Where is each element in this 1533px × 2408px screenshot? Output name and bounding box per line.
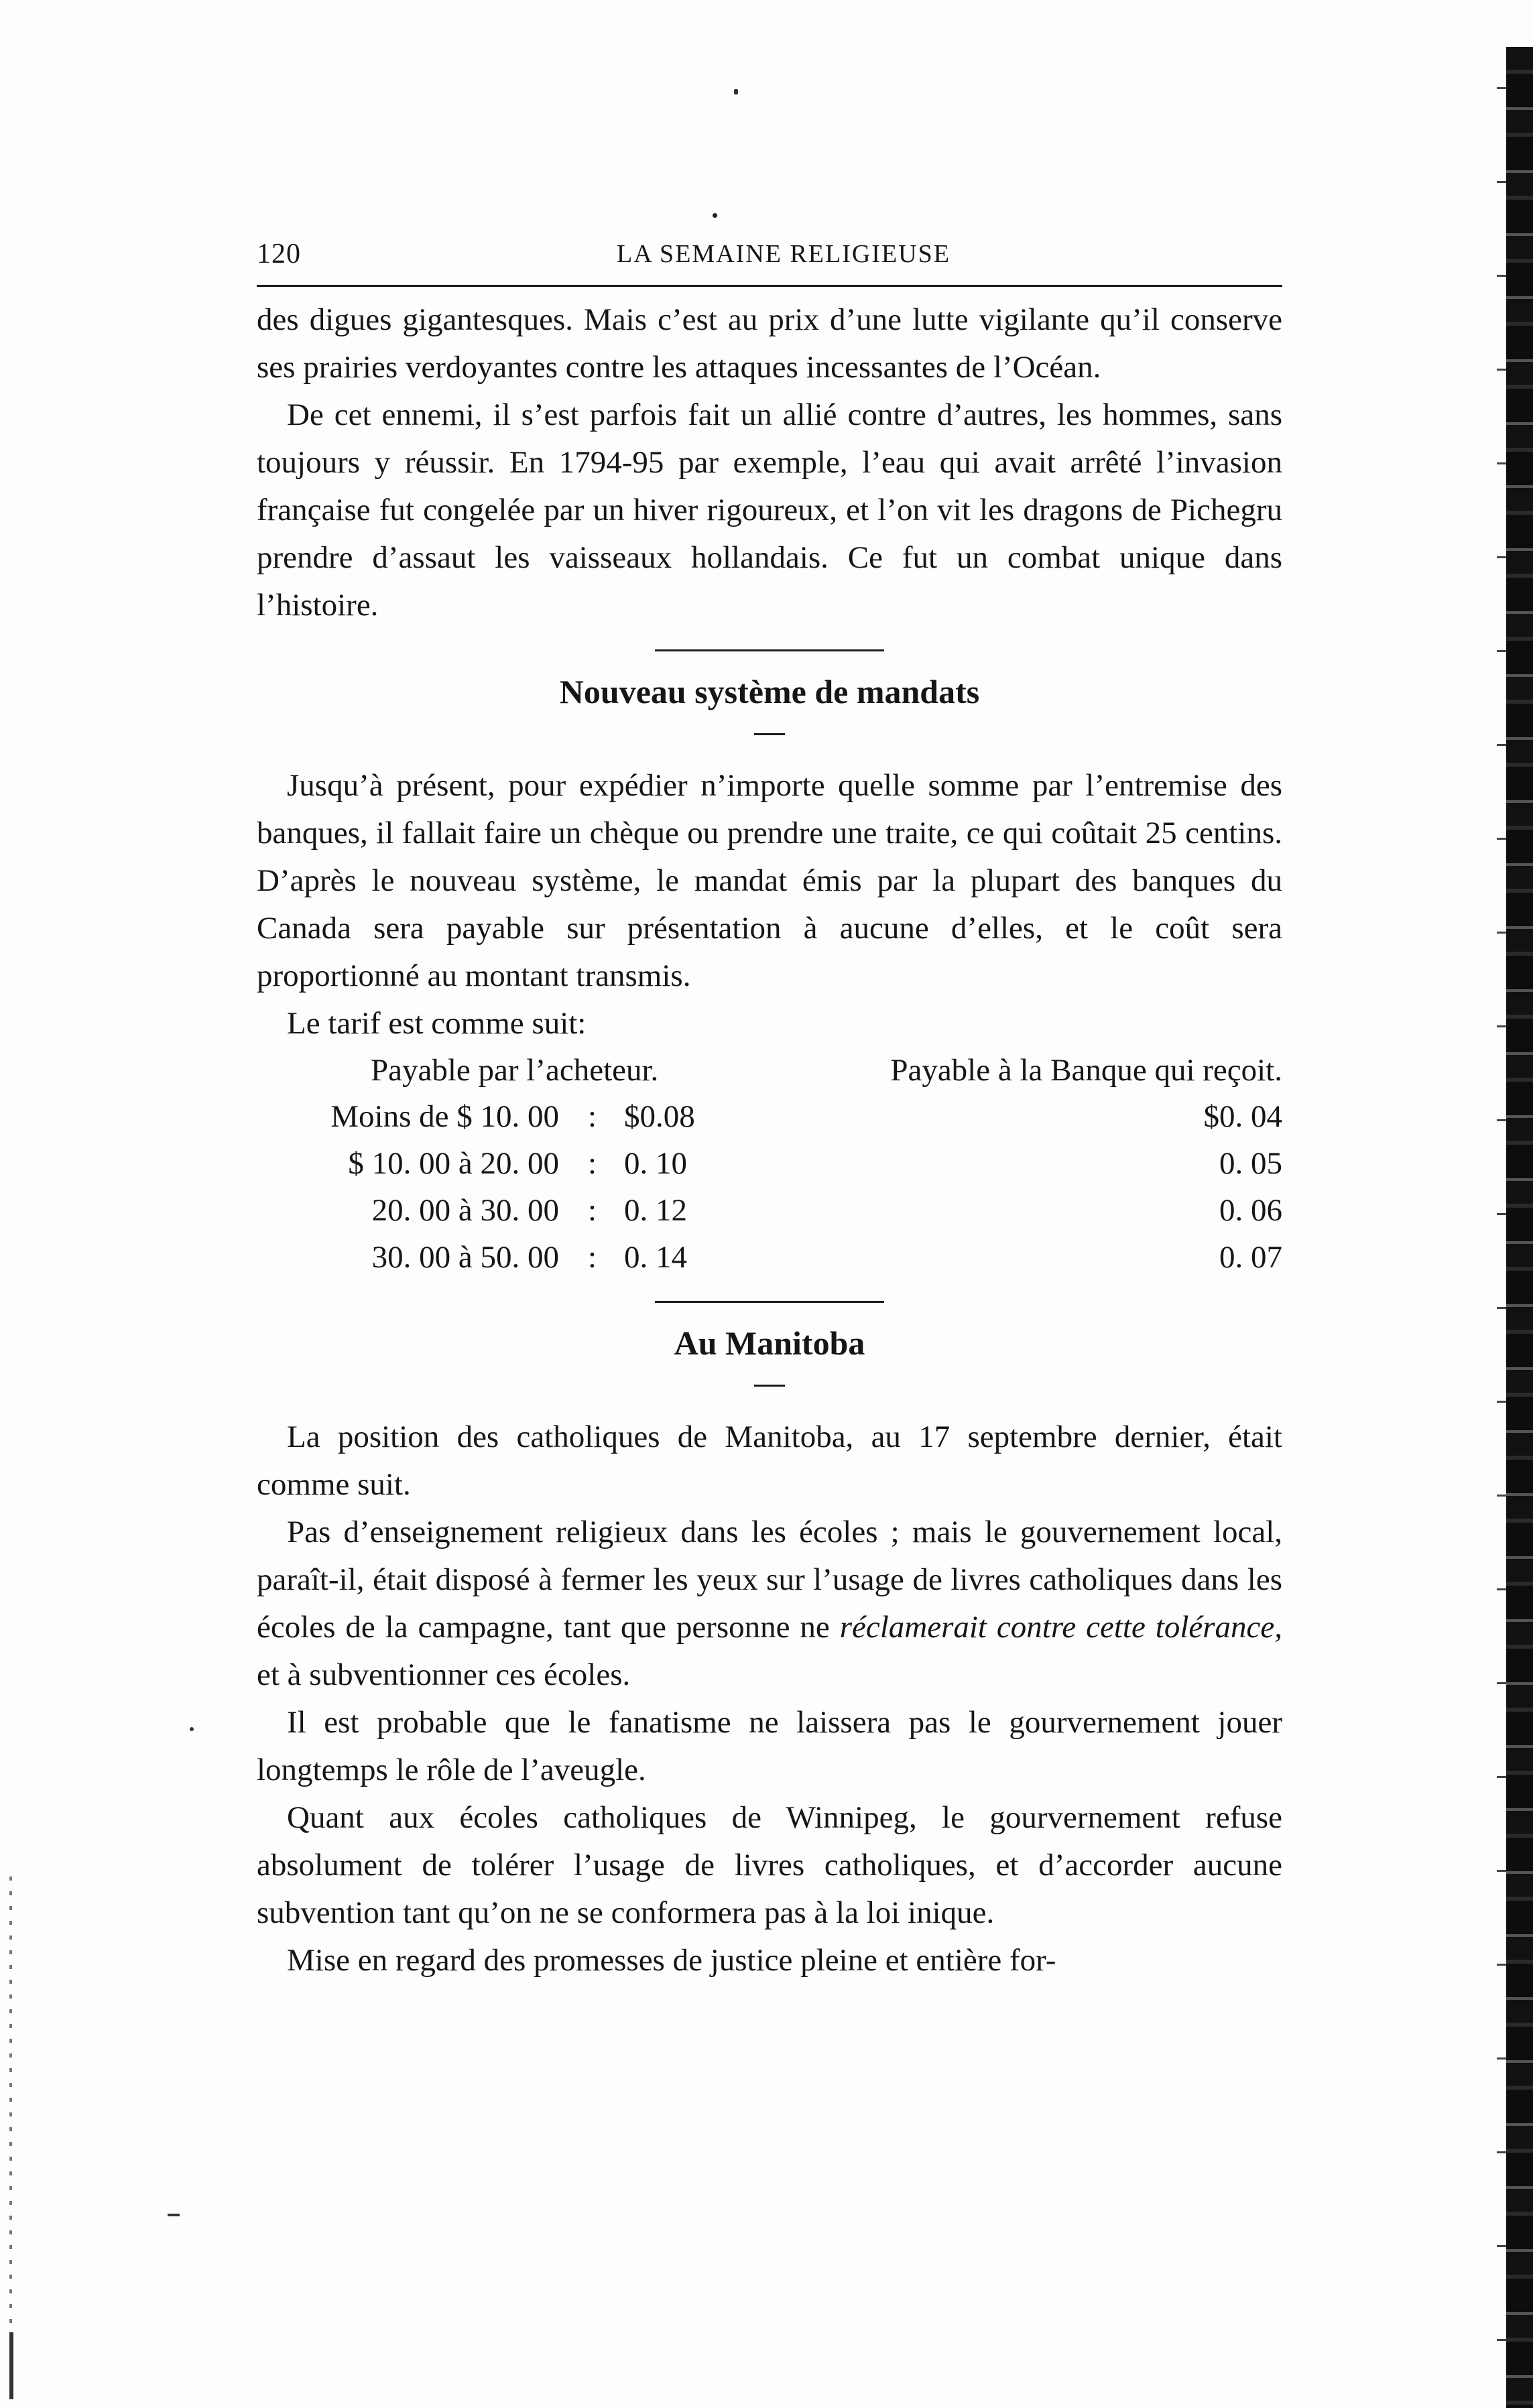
- section-divider: [655, 649, 884, 651]
- paragraph-fanatisme: Il est probable que le fanatisme ne laissera pas le gourvernement jouer longtemps le rôle de l’aveugle.: [257, 1705, 1282, 1787]
- tarif-separator: :: [588, 1146, 597, 1181]
- tarif-col-buyer-header: Payable par l’acheteur.: [371, 1053, 659, 1088]
- italic-phrase: réclamerait contre cette tolérance,: [839, 1610, 1283, 1645]
- journal-title: LA SEMAINE RELIGIEUSE: [617, 240, 951, 268]
- scan-border-shadow: [1497, 47, 1506, 2408]
- page-content: [257, 238, 1282, 1984]
- tarif-buyer-fee: 0. 10: [624, 1146, 687, 1181]
- tarif-intro: Le tarif est comme suit:: [287, 1006, 587, 1041]
- paragraph-text: et à subventionner ces écoles.: [257, 1657, 631, 1692]
- tarif-bank-fee: 0. 06: [1219, 1193, 1282, 1228]
- paragraph-position: La position des catholiques de Manitoba, au 17 septembre dernier, était comme suit.: [257, 1419, 1282, 1502]
- tarif-buyer-fee: $0.08: [624, 1099, 695, 1134]
- section-divider: [655, 1301, 884, 1303]
- page-number: 120: [257, 239, 301, 269]
- tarif-separator: :: [588, 1240, 597, 1275]
- paragraph-text: Pas d’enseignement religieux dans les écoles ; mais le gouvernement local, paraît-il, était disposé à fermer les yeux sur l’usage de livres catholiques dans les écoles de la campagne, tant que personne ne: [257, 1515, 1282, 1645]
- tarif-range: 20. 00 à 30. 00: [371, 1193, 559, 1228]
- header-rule: [257, 285, 1282, 287]
- paragraph-winnipeg: Quant aux écoles catholiques de Winnipeg, le gourvernement refuse absolument de tolérer l’usage de livres catholiques, et d’accorder aucune subvention tant qu’on ne se conformera pas à la loi inique.: [257, 1800, 1282, 1930]
- tarif-row: [257, 1093, 1282, 1140]
- scan-border-left-ticks: [9, 1877, 12, 2399]
- tarif-bank-fee: 0. 07: [1219, 1240, 1282, 1275]
- tarif-bank-fee: $0. 04: [1203, 1099, 1282, 1134]
- tarif-row: [257, 1234, 1282, 1281]
- tarif-row: [257, 1140, 1282, 1187]
- paragraph-enseignement: [257, 1509, 1282, 1699]
- tarif-row: [257, 1187, 1282, 1234]
- scan-border-left-bar: [9, 2332, 13, 2399]
- tarif-buyer-fee: 0. 12: [624, 1193, 687, 1228]
- tarif-bank-fee: 0. 05: [1219, 1146, 1282, 1181]
- section-title-manitoba: Au Manitoba: [674, 1324, 865, 1362]
- tarif-buyer-fee: 0. 14: [624, 1240, 687, 1275]
- section-title-mandats: Nouveau système de mandats: [559, 673, 980, 710]
- ink-speck: [713, 213, 717, 218]
- paragraph-digues: des digues gigantesques. Mais c’est au prix d’une lutte vigilante qu’il conserve ses prairies verdoyantes contre les attaques incessantes de l’Océan.: [257, 302, 1282, 385]
- scan-border-right: [1506, 47, 1533, 2408]
- running-head: [257, 238, 1282, 279]
- margin-dash-mark: [168, 2214, 180, 2216]
- tarif-col-bank-header: Payable à la Banque qui reçoit.: [890, 1053, 1282, 1088]
- tarif-separator: :: [588, 1193, 597, 1228]
- paragraph-ennemi: De cet ennemi, il s’est parfois fait un allié contre d’autres, les hommes, sans toujours y réussir. En 1794-95 par exemple, l’eau qui avait arrêté l’invasion française fut congelée par un hiver rigoureux, et l’on vit les dragons de Pichegru prendre d’assaut les vaisseaux hollandais. Ce fut un combat unique dans l’histoire.: [257, 397, 1282, 623]
- tarif-range: Moins de $ 10. 00: [330, 1099, 559, 1134]
- title-dash: [754, 733, 785, 735]
- title-dash: [754, 1385, 785, 1387]
- tarif-range: $ 10. 00 à 20. 00: [348, 1146, 559, 1181]
- tarif-header: [257, 1048, 1282, 1093]
- paragraph-mandats: Jusqu’à présent, pour expédier n’importe quelle somme par l’entremise des banques, il fallait faire un chèque ou prendre une traite, ce qui coûtait 25 centins. D’après le nouveau système, le mandat émis par la plupart des banques du Canada sera payable sur présentation à aucune d’elles, et le coût sera proportionné au montant transmis.: [257, 768, 1282, 993]
- margin-dot-mark: [190, 1727, 194, 1731]
- tarif-separator: :: [588, 1099, 597, 1134]
- paragraph-promesses: Mise en regard des promesses de justice pleine et entière for-: [287, 1943, 1056, 1978]
- ink-speck: [734, 89, 738, 94]
- tarif-range: 30. 00 à 50. 00: [371, 1240, 559, 1275]
